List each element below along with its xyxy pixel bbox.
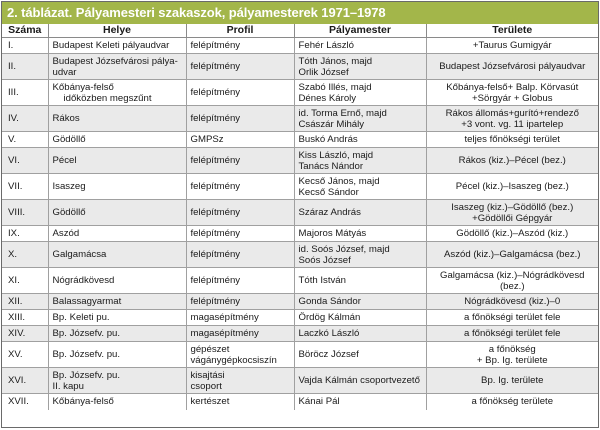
cell-terulete xyxy=(426,38,598,54)
cell-palyamester-line: id. Soós József, majd xyxy=(298,243,390,255)
cell-szama: III. xyxy=(2,80,48,106)
cell-helye xyxy=(48,242,186,268)
cell-terulete xyxy=(426,326,598,342)
cell-palyamester xyxy=(294,132,426,148)
cell-helye xyxy=(48,368,186,394)
table-row xyxy=(2,310,598,326)
cell-palyamester xyxy=(294,326,426,342)
cell-terulete xyxy=(426,106,598,132)
cell-terulete-line: (bez.) xyxy=(499,280,525,292)
table-row xyxy=(2,294,598,310)
cell-profil-line: felépítmény xyxy=(190,228,241,239)
table-row xyxy=(2,394,598,410)
cell-terulete-line: +Sörgyár + Globus xyxy=(471,92,553,104)
cell-helye-line: Rákos xyxy=(52,113,80,124)
cell-palyamester xyxy=(294,342,426,368)
cell-szama: XIII. xyxy=(2,310,48,326)
cell-profil xyxy=(186,132,294,148)
cell-palyamester-line: Soós József xyxy=(298,254,351,266)
cell-profil-line: felépítmény xyxy=(190,61,241,72)
cell-profil-line: felépítmény xyxy=(190,207,241,218)
cell-palyamester-line: Kecső Sándor xyxy=(298,186,359,198)
cell-szama: II. xyxy=(2,54,48,80)
cell-helye-line: Bp. Józsefv. pu. xyxy=(52,328,121,339)
cell-terulete xyxy=(426,394,598,410)
cell-szama: IV. xyxy=(2,106,48,132)
cell-terulete xyxy=(426,148,598,174)
cell-terulete-line: Kőbánya-felső+ Balp. Körvasút xyxy=(446,81,579,93)
cell-profil-line: felépítmény xyxy=(190,155,241,166)
cell-terulete xyxy=(426,368,598,394)
table-row xyxy=(2,368,598,394)
cell-terulete-line: a főnökség területe xyxy=(471,396,554,408)
cell-profil-line: felépítmény xyxy=(190,87,241,98)
cell-palyamester-line: Laczkó László xyxy=(298,328,360,339)
cell-szama: XII. xyxy=(2,294,48,310)
cell-terulete-line: Galgamácsa (kiz.)–Nógrádkövesd xyxy=(439,269,585,281)
cell-helye-line: Isaszeg xyxy=(52,181,86,192)
cell-helye-line: időközben megszűnt xyxy=(63,92,152,104)
cell-palyamester xyxy=(294,294,426,310)
table-row xyxy=(2,38,598,54)
cell-szama: XVI. xyxy=(2,368,48,394)
cell-helye-line: Bp. Józsefv. pu. xyxy=(52,369,121,381)
cell-helye xyxy=(48,148,186,174)
cell-terulete-line: + Bp. Ig. területe xyxy=(476,354,548,366)
cell-palyamester xyxy=(294,54,426,80)
cell-profil xyxy=(186,106,294,132)
cell-palyamester xyxy=(294,148,426,174)
table-row xyxy=(2,80,598,106)
table-page xyxy=(1,1,599,428)
cell-helye xyxy=(48,268,186,294)
cell-helye-line: Aszód xyxy=(52,228,80,239)
table-row xyxy=(2,174,598,200)
cell-szama: XVII. xyxy=(2,394,48,410)
cell-helye xyxy=(48,54,186,80)
cell-helye-line: Gödöllő xyxy=(52,134,86,145)
cell-profil xyxy=(186,38,294,54)
cell-helye xyxy=(48,38,186,54)
cell-profil xyxy=(186,268,294,294)
cell-palyamester xyxy=(294,80,426,106)
cell-helye xyxy=(48,310,186,326)
cell-terulete-line: teljes főnökségi terület xyxy=(464,134,560,145)
cell-profil-line: magasépítmény xyxy=(190,328,259,339)
cell-szama: XIV. xyxy=(2,326,48,342)
table-row xyxy=(2,148,598,174)
table-row xyxy=(2,326,598,342)
cell-profil-line: felépítmény xyxy=(190,40,241,51)
table-row xyxy=(2,242,598,268)
cell-terulete xyxy=(426,310,598,326)
cell-palyamester-line: Dénes Károly xyxy=(298,92,357,104)
cell-profil xyxy=(186,200,294,226)
cell-helye-line: Kőbánya-felső xyxy=(52,396,114,408)
cell-profil-line: felépítmény xyxy=(190,249,241,260)
cell-palyamester-line: Szabó Illés, majd xyxy=(298,81,372,93)
cell-profil xyxy=(186,54,294,80)
cell-helye xyxy=(48,106,186,132)
table-row xyxy=(2,106,598,132)
cell-profil xyxy=(186,294,294,310)
table-header-row xyxy=(2,24,598,38)
table-row xyxy=(2,132,598,148)
column-header-terulete: Területe xyxy=(426,24,598,38)
cell-helye-line: Kőbánya-felső xyxy=(52,81,114,93)
cell-profil-line: felépítmény xyxy=(190,275,241,286)
cell-palyamester-line: id. Torma Ernő, majd xyxy=(298,107,387,119)
cell-palyamester xyxy=(294,368,426,394)
cell-palyamester-line: Gonda Sándor xyxy=(298,296,361,307)
cell-palyamester xyxy=(294,106,426,132)
cell-palyamester-line: Vajda Kálmán csoportvezető xyxy=(298,375,420,386)
cell-terulete-line: Rákos állomás+gurító+rendező xyxy=(445,107,579,119)
cell-helye-line: II. kapu xyxy=(52,380,84,392)
cell-terulete-line: Isaszeg (kiz.)–Gödöllő (bez.) xyxy=(451,201,574,213)
cell-palyamester-line: Kiss László, majd xyxy=(298,149,374,161)
column-header-szama: Száma xyxy=(2,24,48,38)
cell-profil xyxy=(186,242,294,268)
cell-profil-line: magasépítmény xyxy=(190,312,259,323)
cell-palyamester xyxy=(294,226,426,242)
cell-palyamester-line: Tóth István xyxy=(298,275,346,286)
cell-palyamester-line: Császár Mihály xyxy=(298,118,365,130)
cell-terulete-line: Bp. Ig. területe xyxy=(481,375,544,386)
cell-szama: XV. xyxy=(2,342,48,368)
cell-terulete xyxy=(426,342,598,368)
column-header-helye: Helye xyxy=(48,24,186,38)
cell-terulete xyxy=(426,174,598,200)
cell-profil-line: csoport xyxy=(190,380,222,392)
cell-helye xyxy=(48,174,186,200)
cell-palyamester-line: Kecső János, majd xyxy=(298,175,380,187)
table-title: 2. táblázat. Pályamesteri szakaszok, pályamesterek 1971–1978 xyxy=(2,2,598,24)
cell-helye-line: Budapest Keleti pályaudvar xyxy=(52,40,170,51)
cell-terulete-line: +Gödöllői Gépgyár xyxy=(472,212,553,224)
cell-helye xyxy=(48,226,186,242)
cell-profil-line: gépészet xyxy=(190,343,230,355)
cell-terulete-line: Rákos (kiz.)–Pécel (bez.) xyxy=(458,155,566,166)
cell-terulete-line: a főnökség xyxy=(488,343,536,355)
cell-palyamester-line: Orlik József xyxy=(298,66,349,78)
cell-terulete-line: a főnökségi terület fele xyxy=(463,312,561,323)
cell-profil-line: GMPSz xyxy=(190,134,224,145)
cell-szama: VII. xyxy=(2,174,48,200)
cell-profil-line: felépítmény xyxy=(190,296,241,307)
cell-terulete xyxy=(426,200,598,226)
cell-szama: X. xyxy=(2,242,48,268)
cell-palyamester-line: Tóth János, majd xyxy=(298,55,373,67)
cell-terulete xyxy=(426,294,598,310)
cell-profil xyxy=(186,174,294,200)
cell-terulete-line: a főnökségi terület fele xyxy=(463,328,561,339)
table-row xyxy=(2,200,598,226)
table-row xyxy=(2,54,598,80)
cell-profil xyxy=(186,368,294,394)
cell-helye-line: Bp. Józsefv. pu. xyxy=(52,349,121,360)
cell-profil xyxy=(186,342,294,368)
cell-palyamester xyxy=(294,174,426,200)
cell-terulete-line: Nógrádkövesd (kiz.)–0 xyxy=(464,296,561,307)
cell-helye xyxy=(48,132,186,148)
table-row xyxy=(2,342,598,368)
cell-palyamester-line: Ördög Kálmán xyxy=(298,312,361,323)
cell-profil xyxy=(186,394,294,410)
cell-szama: XI. xyxy=(2,268,48,294)
cell-palyamester-line: Tanács Nándor xyxy=(298,160,364,172)
cell-helye-line: Balassagyarmat xyxy=(52,296,122,307)
cell-terulete xyxy=(426,80,598,106)
table-row xyxy=(2,226,598,242)
cell-terulete-line: +Taurus Gumigyár xyxy=(472,40,552,51)
cell-terulete xyxy=(426,226,598,242)
cell-profil xyxy=(186,310,294,326)
cell-terulete xyxy=(426,54,598,80)
cell-terulete xyxy=(426,132,598,148)
cell-terulete-line: Pécel (kiz.)–Isaszeg (bez.) xyxy=(455,181,569,192)
cell-palyamester xyxy=(294,310,426,326)
cell-profil xyxy=(186,80,294,106)
cell-palyamester xyxy=(294,38,426,54)
column-header-profil: Profil xyxy=(186,24,294,38)
cell-palyamester-line: Fehér László xyxy=(298,40,354,51)
cell-palyamester xyxy=(294,394,426,410)
cell-palyamester-line: Buskó András xyxy=(298,134,358,145)
cell-helye-line: Nógrádkövesd xyxy=(52,275,115,286)
cell-helye-line: Galgamácsa xyxy=(52,249,107,260)
cell-palyamester-line: Kánai Pál xyxy=(298,396,340,408)
cell-helye-line: Bp. Keleti pu. xyxy=(52,312,110,323)
cell-helye xyxy=(48,80,186,106)
cell-profil xyxy=(186,226,294,242)
cell-terulete-line: +3 vont. vg. 11 ipartelep xyxy=(461,118,564,130)
cell-profil-line: kisajtási xyxy=(190,369,225,381)
cell-helye-line: udvar xyxy=(52,66,77,78)
cell-profil xyxy=(186,148,294,174)
cell-szama: I. xyxy=(2,38,48,54)
cell-profil-line: felépítmény xyxy=(190,181,241,192)
table-row xyxy=(2,268,598,294)
cell-palyamester xyxy=(294,242,426,268)
cell-helye xyxy=(48,342,186,368)
section-table xyxy=(2,24,598,410)
cell-palyamester xyxy=(294,268,426,294)
cell-terulete xyxy=(426,242,598,268)
cell-profil-line: felépítmény xyxy=(190,113,241,124)
cell-helye xyxy=(48,294,186,310)
cell-szama: V. xyxy=(2,132,48,148)
cell-profil-line: kertészet xyxy=(190,396,230,408)
cell-terulete xyxy=(426,268,598,294)
cell-szama: IX. xyxy=(2,226,48,242)
cell-helye-line: Pécel xyxy=(52,155,77,166)
cell-helye xyxy=(48,394,186,410)
cell-helye-line: Budapest Józsefvárosi pálya- xyxy=(52,55,178,67)
column-header-palyamester: Pályamester xyxy=(294,24,426,38)
cell-profil-line: vágánygépkocsiszín xyxy=(190,354,277,366)
cell-helye xyxy=(48,200,186,226)
cell-szama: VIII. xyxy=(2,200,48,226)
cell-terulete-line: Aszód (kiz.)–Galgamácsa (bez.) xyxy=(444,249,581,260)
cell-terulete-line: Budapest Józsefvárosi pályaudvar xyxy=(439,61,586,72)
cell-palyamester-line: Száraz András xyxy=(298,207,361,218)
cell-terulete-line: Gödöllő (kiz.)–Aszód (kiz.) xyxy=(456,228,569,239)
table-body xyxy=(2,38,598,410)
cell-profil xyxy=(186,326,294,342)
cell-palyamester-line: Böröcz József xyxy=(298,349,359,360)
cell-palyamester xyxy=(294,200,426,226)
cell-helye xyxy=(48,326,186,342)
cell-palyamester-line: Majoros Mátyás xyxy=(298,228,367,239)
cell-helye-line: Gödöllő xyxy=(52,207,86,218)
cell-szama: VI. xyxy=(2,148,48,174)
